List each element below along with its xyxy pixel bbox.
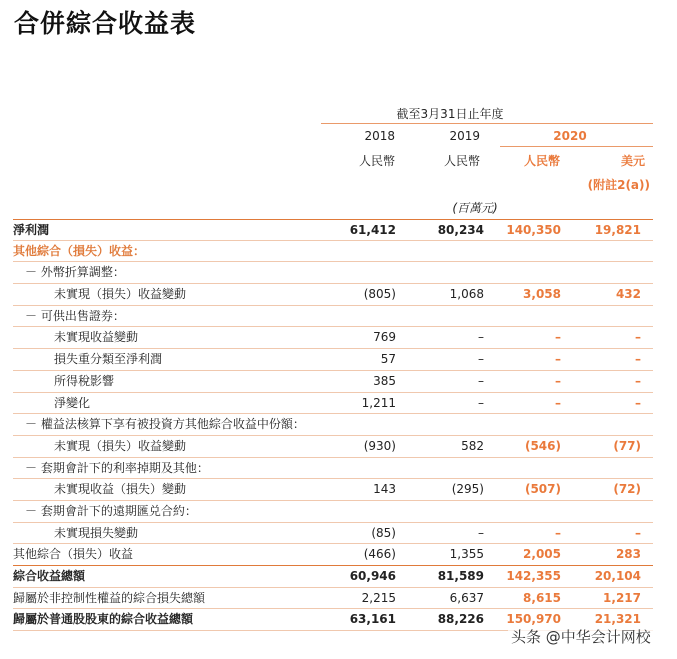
- row-label: 損失重分類至淨利潤: [54, 352, 163, 367]
- table-row: [13, 371, 653, 393]
- currency-2019: 人民幣: [443, 154, 480, 168]
- period-divider: [321, 123, 653, 124]
- row-label: 歸屬於普通股股東的綜合收益總額: [13, 612, 194, 627]
- row-value-3: –: [555, 373, 561, 388]
- row-value-1: 143: [373, 482, 396, 497]
- row-label: － 套期會計下的遠期匯兑合約：: [25, 503, 197, 518]
- row-value-1: 57: [380, 352, 396, 367]
- row-value-1: 63,161: [349, 612, 396, 627]
- period-header: 截至3月31日止年度: [396, 107, 504, 121]
- row-value-1: (466): [363, 547, 396, 562]
- row-value-3: 8,615: [523, 590, 561, 605]
- row-value-4: (77): [613, 438, 641, 453]
- row-value-2: –: [478, 525, 484, 540]
- row-value-4: 21,321: [594, 612, 641, 627]
- watermark: 头条 @中华会计网校: [508, 626, 654, 647]
- table-row: [13, 219, 653, 241]
- currency-2018: 人民幣: [358, 154, 395, 168]
- row-value-3: –: [555, 525, 561, 540]
- table-row: [13, 566, 653, 588]
- row-value-2: –: [478, 352, 484, 367]
- row-value-3: 150,970: [506, 612, 561, 627]
- table-row: [13, 588, 653, 610]
- row-label: 未實現（損失）收益變動: [54, 287, 187, 302]
- income-statement-table: [13, 219, 653, 631]
- row-value-3: (507): [524, 482, 561, 497]
- year-2020-divider: [500, 146, 653, 147]
- row-value-3: 3,058: [523, 287, 561, 302]
- table-row: [13, 501, 653, 523]
- row-label: － 套期會計下的利率掉期及其他：: [25, 460, 209, 475]
- row-value-2: 6,637: [449, 590, 484, 605]
- table-row: [13, 284, 653, 306]
- row-label: 歸屬於非控制性權益的綜合損失總額: [13, 590, 206, 605]
- row-value-4: –: [635, 395, 641, 410]
- row-value-1: 385: [373, 373, 396, 388]
- row-label: 綜合收益總額: [13, 569, 86, 583]
- row-label: － 權益法核算下享有被投資方其他綜合收益中份額：: [25, 417, 305, 432]
- year-2019: 2019: [449, 129, 480, 143]
- row-value-1: 769: [373, 330, 396, 345]
- row-value-2: –: [478, 373, 484, 388]
- usd-note: (附註2(a)): [587, 178, 650, 192]
- row-label: 淨變化: [54, 395, 91, 410]
- table-row: [13, 262, 653, 284]
- row-value-1: 60,946: [349, 569, 396, 583]
- year-2020: 2020: [553, 129, 587, 143]
- row-label: 所得稅影響: [54, 373, 115, 388]
- row-label: 未實現損失變動: [54, 525, 139, 540]
- currency-2020-rmb: 人民幣: [523, 154, 560, 168]
- table-row: [13, 479, 653, 501]
- row-value-4: –: [635, 330, 641, 345]
- table-row: [13, 414, 653, 436]
- table-row: [13, 544, 653, 566]
- page-title: 合併綜合收益表: [14, 9, 197, 38]
- row-value-4: –: [635, 525, 641, 540]
- row-value-4: 20,104: [594, 569, 641, 583]
- row-value-4: –: [635, 373, 641, 388]
- row-value-2: 1,355: [449, 547, 484, 562]
- table-row: [13, 306, 653, 328]
- row-label: 其他綜合（損失）收益：: [13, 243, 146, 258]
- row-value-2: –: [478, 330, 484, 345]
- row-value-3: –: [555, 352, 561, 367]
- row-value-2: 1,068: [449, 287, 484, 302]
- row-label: 淨利潤: [13, 223, 50, 237]
- row-value-1: (805): [363, 287, 396, 302]
- year-2018: 2018: [364, 129, 395, 143]
- row-value-3: (546): [524, 438, 561, 453]
- row-value-2: (295): [451, 482, 484, 497]
- row-value-3: 142,355: [506, 569, 561, 583]
- row-value-1: (930): [363, 438, 396, 453]
- row-value-4: –: [635, 352, 641, 367]
- row-value-2: 80,234: [437, 223, 484, 237]
- table-row: [13, 458, 653, 480]
- unit-label: (百萬元): [452, 201, 498, 215]
- row-value-3: 2,005: [523, 547, 561, 562]
- row-value-4: 432: [615, 287, 641, 302]
- table-row: [13, 349, 653, 371]
- row-label: 未實現（損失）收益變動: [54, 438, 187, 453]
- row-value-4: 283: [615, 547, 641, 562]
- row-value-4: (72): [613, 482, 641, 497]
- row-value-1: 1,211: [361, 395, 396, 410]
- currency-2020-usd: 美元: [620, 154, 645, 168]
- row-label: － 外幣折算調整：: [25, 265, 125, 280]
- row-value-2: 582: [461, 438, 484, 453]
- row-value-1: 61,412: [349, 223, 396, 237]
- row-label: 未實現收益（損失）變動: [54, 482, 187, 497]
- row-value-4: 1,217: [603, 590, 641, 605]
- table-row: [13, 436, 653, 458]
- row-value-2: 81,589: [437, 569, 484, 583]
- row-value-3: 140,350: [506, 223, 561, 237]
- row-value-1: 2,215: [361, 590, 396, 605]
- row-value-4: 19,821: [594, 223, 641, 237]
- table-row: [13, 327, 653, 349]
- table-row: [13, 241, 653, 263]
- row-value-3: –: [555, 330, 561, 345]
- row-label: 未實現收益變動: [54, 330, 139, 345]
- table-row: [13, 393, 653, 415]
- row-value-1: (85): [371, 525, 396, 540]
- row-value-2: –: [478, 395, 484, 410]
- row-label: 其他綜合（損失）收益: [13, 547, 134, 562]
- table-row: [13, 523, 653, 545]
- row-value-2: 88,226: [437, 612, 484, 627]
- row-value-3: –: [555, 395, 561, 410]
- row-label: － 可供出售證券：: [25, 308, 125, 323]
